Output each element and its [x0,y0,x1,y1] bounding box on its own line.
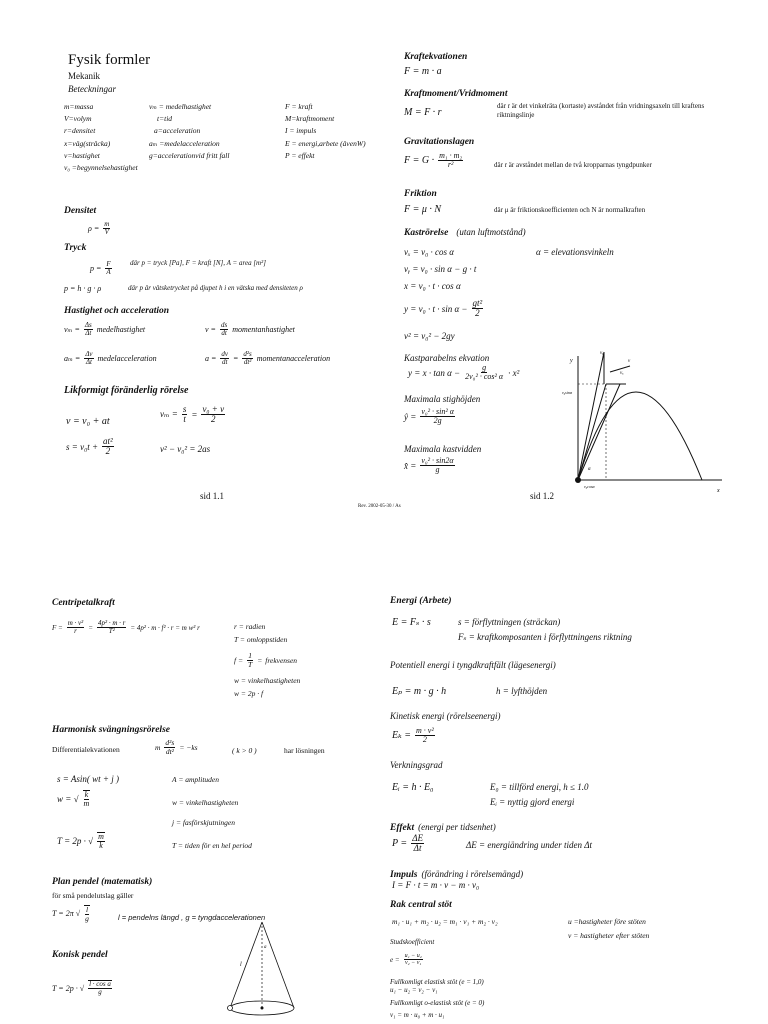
w2pf-formula: w = 2p · f [234,689,264,698]
friktion-formula: F = μ · N [404,204,442,215]
y-formula: y = v₀ · t · sin α − $\frac{\text{gt²}}{2}$ [404,298,483,319]
gravitation-description: där r är avståndet mellan de två kropparnas tyngdpunker [494,161,652,169]
svg-text:a: a [264,945,267,950]
page-title: Fysik formler [68,52,151,68]
vm-formula: vₘ = $\frac{s}{t}$ = $\frac{\text{v₀ + v}}{2}$ [160,404,225,425]
svg-text:y: y [570,358,573,364]
maxkast-heading: Maximala kastvidden [404,444,482,454]
svg-text:x: x [717,488,720,494]
effekt-formula: P = $\frac{\Delta E}{\Delta t}$ [392,833,423,854]
konisk-pendel-formula: T = 2p · √ $\frac{\text{l · cos a}}{g}$ [52,980,111,997]
svg-text:vᵧ: vᵧ [600,351,604,356]
legend-column-2: vₘ = medelhastighet t=tid a=acceleration aₘ =medelacceleration g=accelerationvid fritt fall [149,102,230,160]
vinkelhastighet-label-2: w = vinkelhastigheten [172,798,239,807]
maxkast-formula: x̂ = $\frac{\text{v₀² · sin2α}}{g}$ [404,456,454,475]
kastparabel-heading: Kastparabelns ekvation [404,353,490,363]
kastparabel-formula: y = x · tan α − $\frac{g}{\text{2v₀² · cos² α}}$ · x² [408,363,520,382]
centripetalkraft-formula: F = $\frac{\text{m · v²}}{r}$ = $\frac{\text{4p² · m · r}}{\text{T²}}$ = 4p² · m · f² · r = m w² r [52,619,200,636]
kraftmoment-description: där r är det vinkelräta (kortaste) avståndet från vridningsaxeln till kraftens riktningslinje [497,102,705,119]
subtitle-mekanik: Mekanik [68,71,100,81]
forflyttning-label: s = förflyttningen (sträckan) [458,617,561,627]
w-formula: w = √ $\frac{k}{m}$ [57,790,90,809]
maxhojd-heading: Maximala stighöjden [404,394,481,404]
lyfthojd-label: h = lyfthöjden [496,686,548,696]
nyttig-energi-label: Eᵢ = nyttig gjord energi [490,797,575,807]
svg-text:v₀cosα: v₀cosα [584,484,595,489]
s-formula: s = v₀t + $\frac{\text{at²}}{2}$ [66,436,113,457]
svg-text:v: v [628,359,631,364]
rorelsemangd-formula: m₁ · u₁ + m₂ · u₂ = m₁ · v₁ + m₂ · v₂ [392,917,498,926]
vinkelhastighet-label: w = vinkelhastigheten [234,676,301,685]
friktion-description: där μ är friktionskoefficienten och N är normalkraften [494,206,646,214]
friktion-heading: Friktion [404,189,437,199]
frekvens-formula: f = $\frac{1}{T}$ = frekvensen [234,651,298,669]
losning-label: har lösningen [284,746,325,755]
radien-label: r = radien [234,622,266,631]
svg-text:α: α [588,467,591,472]
centripetalkraft-heading: Centripetalkraft [52,598,115,608]
verkningsgrad-formula: Eᵢ = h · E₀ [392,782,434,793]
kinetisk-energi-heading: Kinetisk energi (rörelseenergi) [390,711,501,721]
plan-pendel-description: l = pendelns längd , g = tyngdaccelerationen [118,913,266,922]
elastisk-stot-formula: u₁ − u₂ = v₂ − v₁ [390,986,438,994]
fore-stoten-label: u =hastigheter före stöten [568,917,646,926]
maxhojd-formula: ŷ = $\frac{\text{v₀² · sin² α}}{2g}$ [404,407,454,426]
effekt-heading-row: Effekt (energi per tidsenhet) [390,822,496,833]
amplitud-label: A = amplituden [172,775,220,784]
kraftekvationen-formula: F = m · a [404,66,442,77]
energiandring-label: ΔE = energiändring under tiden Δt [466,840,593,850]
fasforskjutning-label: j = fasförskjutningen [172,818,235,827]
vx-formula: vₓ = v₀ · cos α [404,247,454,257]
differentialekvation-formula: m $\frac{\text{d²s}}{\text{dt²}}$ = −ks [155,738,198,756]
kraftmoment-formula: M = F · r [404,107,442,118]
tillford-energi-label: E₀ = tillförd energi, h ≤ 1.0 [490,782,589,792]
efter-stoten-label: v = hastigheter efter stöten [568,931,650,940]
impuls-formula: I = F · t = m · v − m · v₀ [392,880,480,890]
kraftmoment-heading: Kraftmoment/Vridmoment [404,89,508,99]
page-number-1-1: sid 1.1 [200,491,225,501]
k-condition: ( k > 0 ) [232,746,257,755]
oelastisk-stot-formula: v₁ = m · u₀ + m · u₁ [390,1011,445,1019]
densitet-heading: Densitet [64,206,97,216]
elevation-label: α = elevationsvinkeln [536,247,614,257]
oelastisk-stot-label: Fullkomligt o-elastisk stöt (e = 0) [390,999,485,1007]
konisk-pendel-heading: Konisk pendel [52,950,108,960]
v-formula: v = v₀ + at [66,416,110,427]
energi-formula: E = Fₛ · s [392,617,431,628]
kraftekvationen-heading: Kraftekvationen [404,52,468,62]
hastighet-heading: Hastighet och acceleration [64,306,170,316]
potentiell-energi-heading: Potentiell energi i tyngdkraftfält (lägesenergi) [390,660,556,670]
kastrorelse-heading-row: Kaströrelse (utan luftmotstånd) [404,227,526,238]
densitet-formula: ρ = $\frac{m}{V}$ [88,220,110,237]
subtitle-beteckningar: Beteckningar [68,84,116,94]
v2-formula: v² − v₀² = 2as [160,444,211,454]
differentialekvation-label: Differentialekvationen [52,745,120,754]
s-harmonic-formula: s = Asin( wt + j ) [57,774,119,784]
studskoefficient-formula: e = $\frac{\text{u₁ − u₂}}{\text{v₂ − v₁}}$ [390,953,422,967]
svg-text:vₓ: vₓ [620,371,624,376]
konisk-pendel-diagram [220,920,300,1024]
likformig-heading: Likformigt föränderlig rörelse [64,385,189,396]
tryck-description: där p = tryck [Pa], F = kraft [N], A = area [m²] [130,259,266,267]
tryck-formula: p = $\frac{F}{A}$ [90,260,111,277]
momentanhastighet-formula: v = $\frac{ds}{dt}$ momentanhastighet [205,321,295,338]
potentiell-energi-formula: Eₚ = m · g · h [392,686,447,697]
kinetisk-energi-formula: Eₖ = $\frac{\text{m · v²}}{2}$ [392,726,434,745]
kraftkomposant-label: Fₛ = kraftkomposanten i förflyttningens riktning [458,632,632,642]
legend-column-3: F = kraft M=kraftmoment I = impuls E = energi,arbete (ävenW) P = effekt [285,102,366,160]
tryck-heading: Tryck [64,243,87,253]
vatsketryck-description: där p är vätsketrycket på djupet h i en vätska med densiteten ρ [128,284,303,292]
vatsketryck-formula: p = h · g · ρ [64,284,102,293]
vy-formula: vᵧ = v₀ · sin α − g · t [404,264,477,274]
elastisk-stot-label: Fullkomligt elastisk stöt (e = 1,0) [390,978,484,986]
svg-text:l: l [240,962,242,968]
gravitation-formula: F = G · $\frac{\text{m₁ · m₂}}{\text{r²}}$ [404,151,463,170]
harmonisk-heading: Harmonisk svängningsrörelse [52,725,170,735]
gravitation-heading: Gravitationslagen [404,137,475,147]
plan-pendel-heading: Plan pendel (matematisk) [52,877,153,887]
energi-heading: Energi (Arbete) [390,596,452,606]
medelacceleration-formula: aₘ = $\frac{\Delta v}{\Delta t}$ medelacceleration [64,350,157,367]
svg-text:v₀sinα: v₀sinα [562,390,572,395]
v2-gy-formula: v² = v₀² − 2gy [404,331,455,341]
momentanacceleration-formula: a = $\frac{dv}{dt}$ = $\frac{\text{d²s}}{\text{dt²}}$ momentanacceleration [205,350,331,367]
x-formula: x = v₀ · t · cos α [404,281,461,291]
period-label: T = tiden för en hel period [172,841,252,850]
revision-note: Rev. 2002-05-30 / As [358,504,401,509]
verkningsgrad-heading: Verkningsgrad [390,760,443,770]
plan-pendel-formula: T = 2π √ $\frac{l}{g}$ [52,905,89,923]
legend-column-1: m=massa V=volym r=densitet x=väg(sträcka) v=hastighet v₀ =begynnelsehastighet [64,102,138,173]
omloppstid-label: T = omloppstiden [234,635,288,644]
plan-pendel-subtitle: för små pendelutslag gäller [52,891,134,900]
page-number-1-2: sid 1.2 [530,491,555,501]
kastparabel-diagram [562,344,732,494]
impuls-heading-row: Impuls (förändring i rörelsemängd) [390,869,524,880]
medelhastighet-formula: vₘ = $\frac{\Delta s}{\Delta t}$ medelhastighet [64,321,146,338]
T-harmonic-formula: T = 2p · √ $\frac{m}{k}$ [57,832,104,851]
rak-central-stot-heading: Rak central stöt [390,900,452,910]
studskoefficient-label: Studskoefficient [390,938,435,946]
